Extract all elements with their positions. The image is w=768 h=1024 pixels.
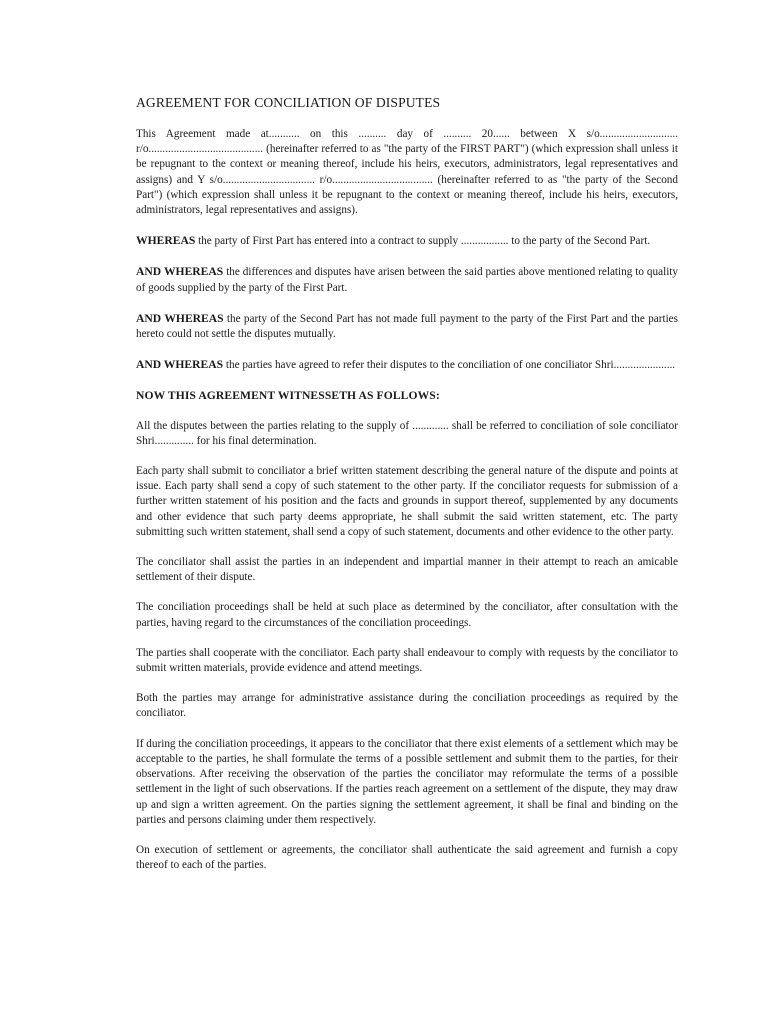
recital-paragraph <box>136 357 678 373</box>
recital-keyword: AND WHEREAS <box>136 265 224 279</box>
recital-keyword: WHEREAS <box>136 234 196 248</box>
intro-paragraph: This Agreement made at........... on this .......... day of .......... 20...... between X s/o............................ r/o......................................... (hereinafter referred to as "the party of the FIRST PART") (which expression shall unless it be repugnant to the context or meaning thereof, include his heirs, executors, administrators, legal representatives and assigns) and Y s/o................................. r/o.................................... (hereinafter referred to as "the party of the Second Part") (which expression shall unless it be repugnant to the context or meaning thereof, include his heirs, executors, administrators, legal representatives and assigns). <box>136 128 678 217</box>
recital-keyword: AND WHEREAS <box>136 358 224 372</box>
clause-paragraph: The parties shall cooperate with the conciliator. Each party shall endeavour to comply with requests by the conciliator to submit written materials, provide evidence and attend meetings. <box>136 646 678 675</box>
recital-text: the party of First Part has entered into a contract to supply ................. to the party of the Second Part. <box>195 235 651 248</box>
recital-paragraph <box>136 311 678 342</box>
document-page <box>136 94 678 888</box>
clause-paragraph: All the disputes between the parties relating to the supply of ............. shall be referred to conciliation of sole conciliator Shri.............. for his final determination. <box>136 419 678 447</box>
recital-text: the differences and disputes have arisen between the said parties above mentioned relating to quality of goods supplied by the party of the First Part. <box>136 266 678 294</box>
clause-paragraph: The conciliator shall assist the parties in an independent and impartial manner in their attempt to reach an amicable settlement of their dispute. <box>136 556 678 584</box>
recital-keyword: AND WHEREAS <box>136 311 224 325</box>
clause-paragraph: Both the parties may arrange for administrative assistance during the conciliation proceedings as required by the conciliator. <box>136 692 678 720</box>
clause-paragraph: Each party shall submit to conciliator a brief written statement describing the general nature of the dispute and points at issue. Each party shall send a copy of such statement to the other party. If the conciliator requests for submission of a further written statement of his position and the facts and grounds in support thereof, supplemented by any documents and other evidence that such party deems appropriate, he shall submit the said written statement, etc. The party submitting such written statement, shall send a copy of such statement, documents and other evidence to the other party. <box>136 465 678 538</box>
clause-paragraph: If during the conciliation proceedings, it appears to the conciliator that there exist elements of a settlement which may be acceptable to the parties, he shall formulate the terms of a possible settlement and submit them to the parties, for their observations. After receiving the observation of the parties the conciliator may reformulate the terms of a possible settlement in the light of such observations. If the parties reach agreement on a settlement of the dispute, they may draw up and sign a written agreement. On the parties signing the settlement agreement, it shall be final and binding on the parties and persons claiming under them respectively. <box>136 737 678 826</box>
clause-paragraph: The conciliation proceedings shall be held at such place as determined by the conciliator, after consultation with the parties, having regard to the circumstances of the conciliation proceedings. <box>136 601 678 629</box>
recital-text: the parties have agreed to refer their disputes to the conciliation of one conciliator Shri...................... <box>223 359 676 372</box>
clause-paragraph: On execution of settlement or agreements, the conciliator shall authenticate the said agreement and furnish a copy thereof to each of the parties. <box>136 843 678 872</box>
recital-text: the party of the Second Part has not made full payment to the party of the First Part and the parties hereto could not settle the disputes mutually. <box>136 312 678 341</box>
document-title: AGREEMENT FOR CONCILIATION OF DISPUTES <box>136 95 441 110</box>
witnesseth-heading: NOW THIS AGREEMENT WITNESSETH AS FOLLOWS: <box>136 389 440 403</box>
recital-paragraph <box>136 264 678 295</box>
recital-paragraph <box>136 233 678 249</box>
